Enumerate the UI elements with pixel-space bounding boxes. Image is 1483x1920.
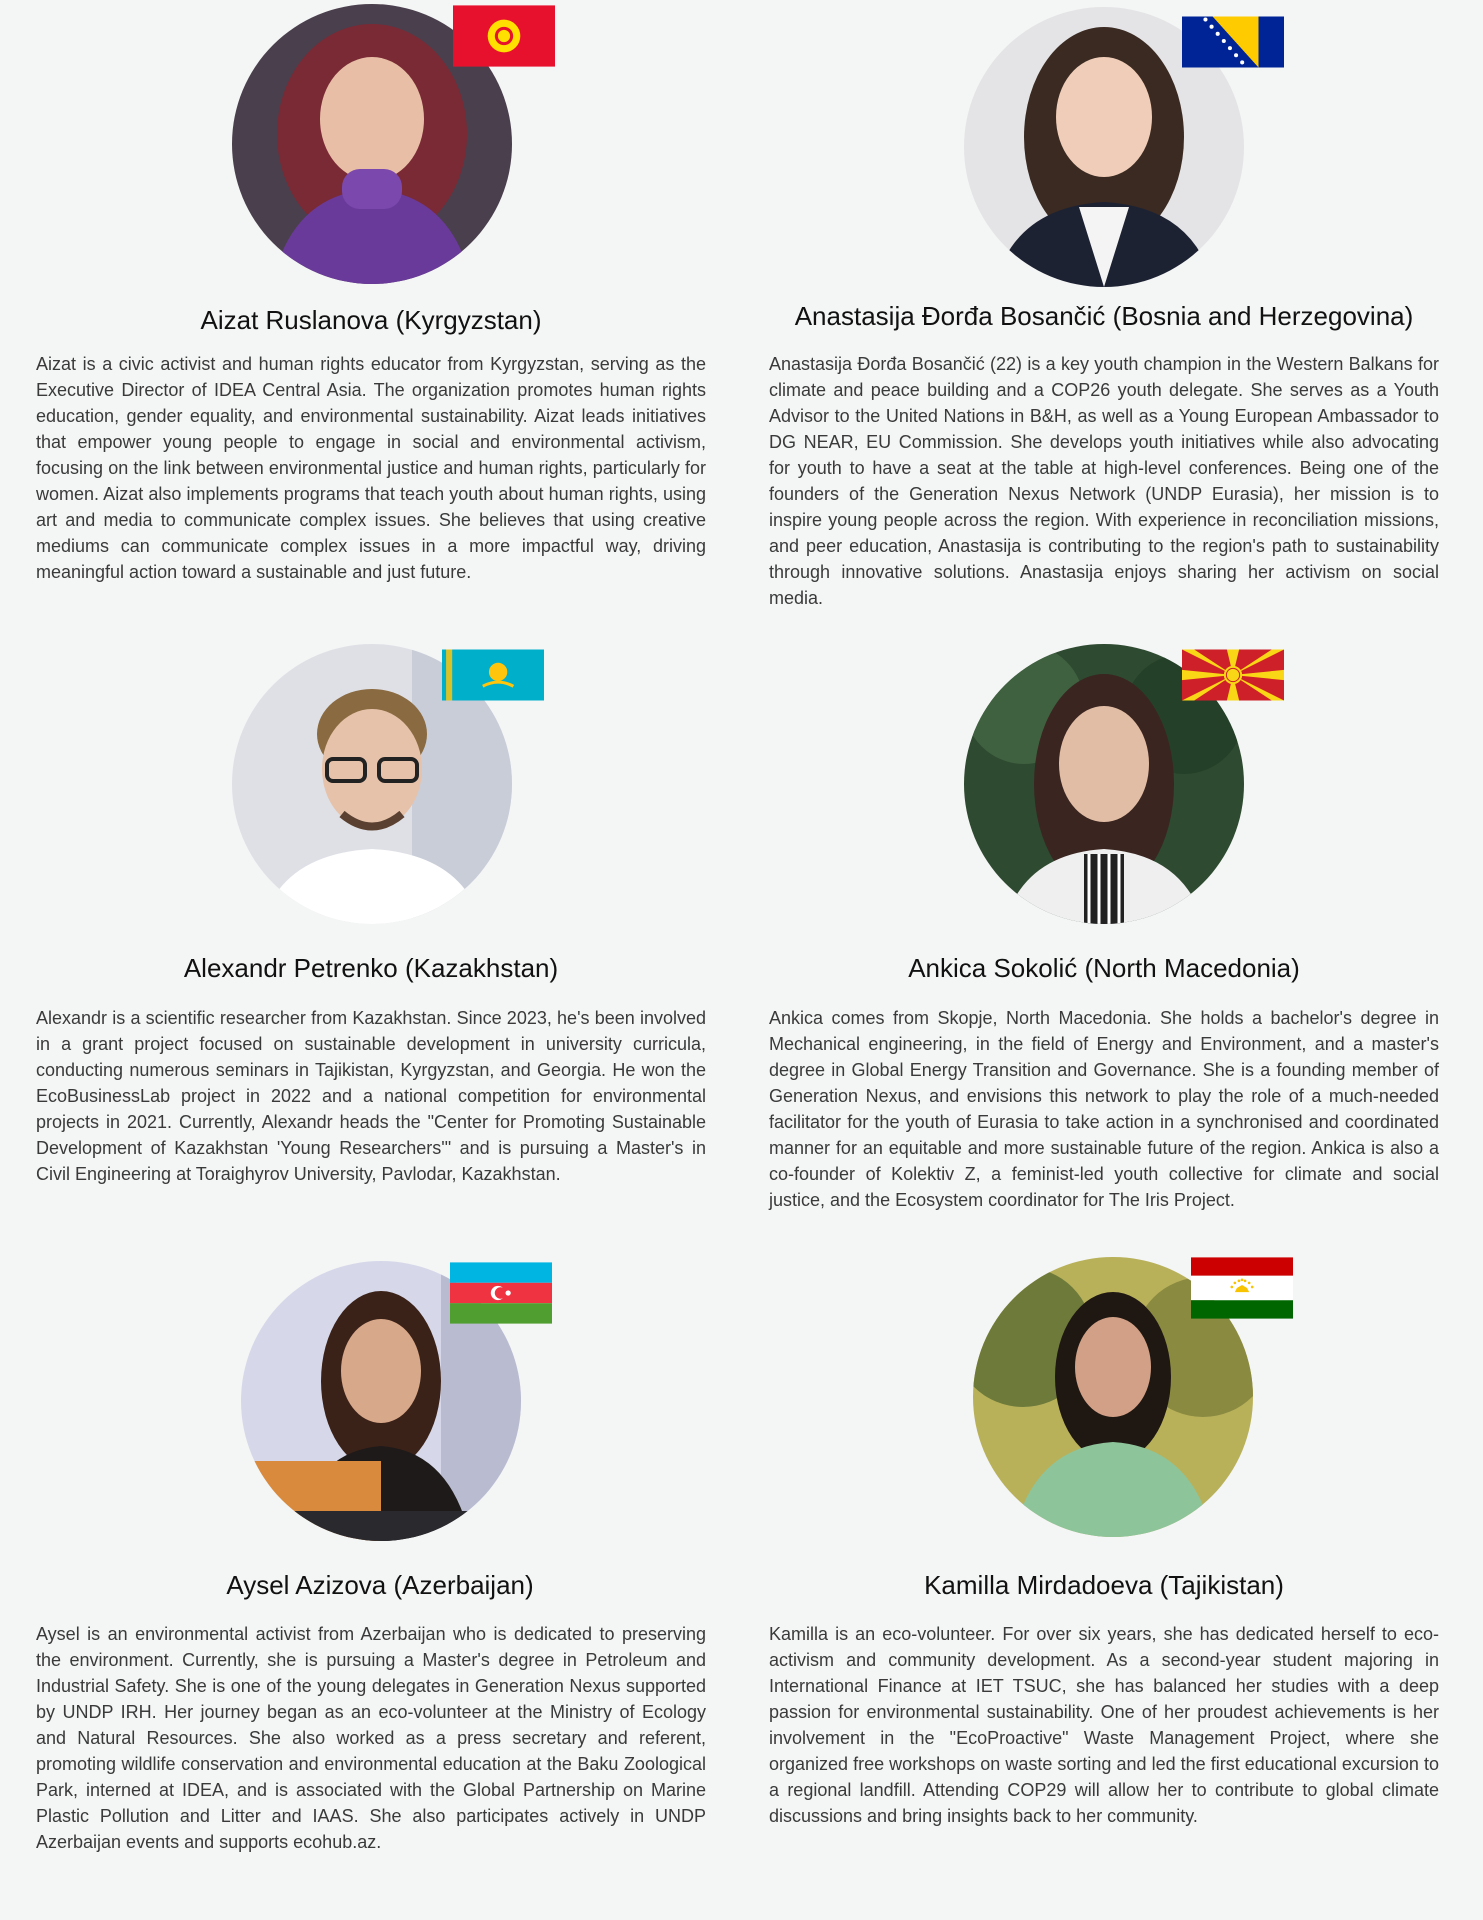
profile-bio: Kamilla is an eco-volunteer. For over six years, she has dedicated herself to eco-activism and community development. As a second-year student majoring in International Finance at IET TSUC, she has balanced her studies with a deep passion for environmental sustainability. One of her proudest achievements is her involvement in the "EcoProactive" Waste Management Project, where she organized free workshops on waste sorting and led the first educational excursion to a regional landfill. Attending COP29 will allow her to contribute to global climate discussions and bring insights back to her community.: [769, 1624, 1439, 1826]
profile-name: Kamilla Mirdadoeva (Tajikistan): [924, 1570, 1284, 1600]
kyrgyzstan-flag-icon: [453, 5, 555, 67]
azerbaijan-flag-icon: [450, 1262, 552, 1324]
profile-bio: Anastasija Đorđa Bosančić (22) is a key youth champion in the Western Balkans for climate and peace building and a COP26 youth delegate. She serves as a Youth Advisor to the United Nations in B&H, as well as a Young European Ambassador to DG NEAR, EU Commission. She develops youth initiatives while also advocating for youth to have a seat at the table at high-level conferences. Being one of the founders of the Generation Nexus Network (UNDP Eurasia), her mission is to inspire young people across the region. With experience in reconciliation missions, and peer education, Anastasija is contributing to the region's path to sustainability through innovative solutions. Anastasija enjoys sharing her activism on social media.: [769, 354, 1439, 608]
north-macedonia-flag-icon: [1182, 644, 1284, 706]
profile-name: Aizat Ruslanova (Kyrgyzstan): [200, 305, 542, 335]
profile-bio: Ankica comes from Skopje, North Macedonia. She holds a bachelor's degree in Mechanical engineering, in the field of Energy and Environment, and a master's degree in Global Energy Transition and Governance. She is a founding member of Generation Nexus, and envisions this network to play the role of a much-needed facilitator for the youth of Eurasia to take action in a synchronised and coordinated manner for an equitable and more sustainable future of the region. Ankica is also a co-founder of Kolektiv Z, a feminist-led youth collective for climate and social justice, and the Ecosystem coordinator for The Iris Project.: [769, 1008, 1439, 1210]
profile-name: Alexandr Petrenko (Kazakhstan): [183, 953, 559, 983]
profile-bio: Alexandr is a scientific researcher from Kazakhstan. Since 2023, he's been involved in a grant project focused on sustainable development in university curricula, conducting numerous seminars in Tajikistan, Kyrgyzstan, and Georgia. He won the EcoBusinessLab project in 2022 and a national competition for environmental projects in 2021. Currently, Alexandr heads the "Center for Promoting Sustainable Development of Kazakhstan 'Young Researchers'" and is pursuing a Master's in Civil Engineering at Toraighyrov University, Pavlodar, Kazakhstan.: [36, 1008, 706, 1184]
profile-name: Aysel Azizova (Azerbaijan): [226, 1570, 534, 1600]
profile-bio: Aysel is an environmental activist from Azerbaijan who is dedicated to preserving the environment. Currently, she is pursuing a Master's degree in Petroleum and Industrial Safety. She is one of the young delegates in Generation Nexus supported by UNDP IRH. Her journey began as an eco-volunteer at the Ministry of Ecology and Natural Resources. She also worked as a press secretary and referent, promoting wildlife conservation and environmental education at the Baku Zoological Park, interned at IDEA, and is associated with the Global Partnership on Marine Plastic Pollution and Litter and IAAS. She also participates actively in UNDP Azerbaijan events and supports ecohub.az.: [36, 1624, 706, 1852]
profile-name: Ankica Sokolić (North Macedonia): [908, 953, 1300, 983]
bosnia-flag-icon: [1182, 11, 1284, 73]
profile-name: Anastasija Đorđa Bosančić (Bosnia and Herzegovina): [794, 301, 1414, 331]
profile-bio: Aizat is a civic activist and human rights educator from Kyrgyzstan, serving as the Executive Director of IDEA Central Asia. The organization promotes human rights education, gender equality, and environmental sustainability. Aizat leads initiatives that empower young people to engage in social and environmental activism, focusing on the link between environmental justice and human rights, particularly for women. Aizat also implements programs that teach youth about human rights, using art and media to communicate complex issues. She believes that using creative mediums can communicate complex issues in a more impactful way, driving meaningful action toward a sustainable and just future.: [36, 354, 706, 582]
tajikistan-flag-icon: [1191, 1257, 1293, 1319]
kazakhstan-flag-icon: [442, 644, 544, 706]
